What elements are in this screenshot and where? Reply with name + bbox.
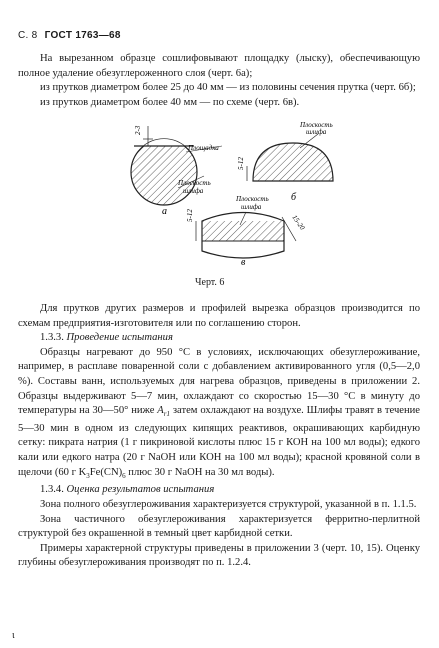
- paragraph-4: Для прутков других размеров и профилей вырезка образцов производится по схемам предприятия-изготовителя или по соглашению сторон.: [18, 303, 420, 329]
- paragraph-3: из прутков диаметром более 40 мм — по схеме (черт. 6в).: [40, 96, 300, 108]
- paragraph-6: Зона полного обезуглероживания характеризуется структурой, указанной в п. 1.1.5.: [40, 498, 417, 510]
- label-plane-c-2: шлифа: [241, 203, 262, 211]
- paragraph-2: из прутков диаметром более 25 до 40 мм — из половины сечения прутка (черт. 6б);: [40, 82, 416, 94]
- paragraph-5-text: Образцы нагревают до 950 °С в условиях, исключающих обезуглероживание, например, в расплаве поваренной соли с добавлением активированного угля (0,5—2,0 %). Составы ванн, используемых для нагрева образцов, приведены в приложении 2. Образцы выдерживают 5—7 мин, охлаждают со скоростью 15—30 °С в минуту до температуры на 30—50° ниже: [18, 346, 420, 417]
- dim-side-c: 15-20: [290, 213, 307, 232]
- figure-6a: [130, 125, 222, 217]
- symbol-a: A: [157, 405, 164, 417]
- label-area: Площадка: [188, 144, 219, 152]
- paragraph-5: [18, 346, 420, 484]
- section-title: Оценка результатов испытания: [66, 484, 215, 496]
- paragraph-1: На вырезанном образце сошлифовывают площадку (лыску), обеспечивающую полное удаление обезуглероженного слоя (черт. 6а);: [18, 53, 420, 79]
- label-plane-b-2: шлифа: [306, 128, 327, 136]
- label-plane-a-1: Плоскость: [178, 179, 211, 187]
- section-number: 1.3.3.: [40, 332, 64, 344]
- paragraph-8: Примеры характерной структуры приведены в приложении 3 (черт. 10, 15). Оценку глубины обезуглероживания производят по п. 1.2.4.: [18, 542, 420, 569]
- formula-k: K: [78, 466, 87, 478]
- half-section: [253, 143, 333, 181]
- letter-a: а: [162, 206, 167, 217]
- section-number: 1.3.4.: [40, 484, 64, 496]
- temperature-symbol: [157, 405, 171, 419]
- section-1-3-4-heading: [18, 483, 420, 498]
- paragraph-5-tail: плюс 30 г NaOH на 30 мл воды).: [128, 466, 275, 478]
- dim-top-a: 2-3: [134, 125, 142, 135]
- standard-code: ГОСТ 1763—68: [44, 30, 121, 41]
- figure-6b: [237, 121, 333, 203]
- formula-fecn-sub: 6: [122, 471, 126, 480]
- page-number: С. 8: [18, 30, 38, 41]
- figure-caption: Черт. 6: [195, 277, 225, 288]
- letter-b: б: [291, 192, 297, 203]
- paragraph-5-end: затем охлаждают на воздухе. Шлифы травят в течение 5—30 мин в одном из следующих кипящих реактивов, окрашивающих карбидную сетку: пикрата натрия (1 г пикриновой кислоты плюс 15 г КОН на 100 мл воды); едкого кали или едкого натра (20 г NaOH или КОН на 100 мл воды); красной кровяной соли в щелочи (60 г: [18, 405, 421, 478]
- section-1-3-3-heading: [18, 331, 420, 346]
- figure-6c: [186, 195, 307, 268]
- label-plane-c-1: Плоскость: [236, 195, 269, 203]
- corner-mark: ι: [12, 630, 15, 641]
- formula: [79, 467, 126, 478]
- symbol-sub: r1: [163, 410, 171, 419]
- letter-c: в: [241, 257, 246, 268]
- figure-6: [0, 0, 439, 300]
- body-text: [18, 302, 420, 571]
- formula-fecn: Fe(CN): [89, 466, 123, 478]
- label-plane-b-1: Плоскость: [300, 121, 333, 129]
- paragraph-7: Зона частичного обезуглероживания характеризуется ферритно-перлитной структурой без окрашенной в темный цвет карбидной сетки.: [18, 513, 420, 540]
- label-plane-a-2: шлифа: [183, 187, 204, 195]
- dim-height-c: 5-12: [186, 209, 194, 222]
- section-title: Проведение испытания: [66, 332, 173, 344]
- formula-k-sub: 3: [86, 471, 90, 480]
- dim-height-b: 5-12: [237, 157, 245, 170]
